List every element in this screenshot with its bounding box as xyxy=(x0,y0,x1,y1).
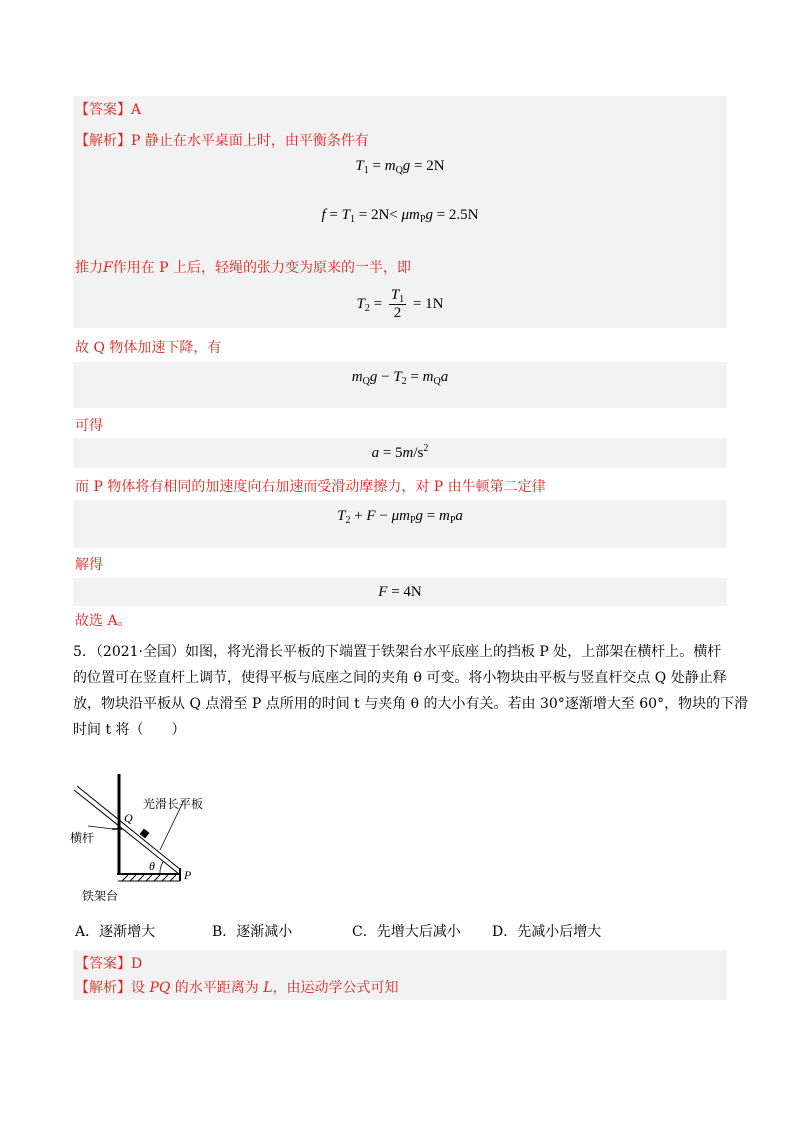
question-line-3: 放，物块沿平板从 Q 点滑至 P 点所用的时间 t 与夹角 θ 的大小有关。若由 30°逐渐增大至 60°，物块的下滑 xyxy=(73,696,749,712)
analysis-tag: 【解析】 xyxy=(75,133,131,149)
question-line-4: 时间 t 将（ ） xyxy=(73,722,186,738)
base-hatching xyxy=(122,875,176,881)
analysis-line-1 xyxy=(75,131,369,151)
select-line: 故选 A。 xyxy=(75,613,132,629)
angle-arc xyxy=(160,862,163,874)
answer-value-2: D xyxy=(131,956,143,972)
label-p: P xyxy=(184,868,192,882)
label-q: Q xyxy=(124,811,133,825)
p-newton-line: 而 P 物体将有相同的加速度向右加速而受滑动摩擦力，对 P 由牛顿第二定律 xyxy=(75,479,546,495)
label-bar: 横杆 xyxy=(70,831,95,845)
analysis-tag-2: 【解析】 xyxy=(75,980,131,996)
analysis-line-2: 【解析】设 PQ 的水平距离为 L，由运动学公式可知 xyxy=(75,980,399,996)
fraction: $\frac{T_1}{2}$ xyxy=(390,287,405,322)
question-line-1: 5．（2021·全国）如图，将光滑长平板的下端置于铁架台水平底座上的挡板 P 处，上部架在横杆上。横杆 xyxy=(73,644,722,660)
question-5 xyxy=(73,639,749,743)
question-line-2: 的位置可在竖直杆上调节，使得平板与底座之间的夹角 θ 可变。将小物块由平板与竖直杆交点 Q 处静止释 xyxy=(73,670,727,686)
option-b[interactable]: B．逐渐减小 xyxy=(212,924,293,940)
equation-2: $f = T_1 = 2N< \mu m_Pg = 2.5N$ xyxy=(321,207,479,225)
equation-1: $T_1 = m_Qg = 2N$ xyxy=(355,158,445,176)
apparatus-figure xyxy=(70,768,270,908)
equation-3: $T_2$ = $\frac{T_1}{2}$ = 1N xyxy=(356,287,444,322)
equation-4: $m_Qg - T_2 = m_Qa$ xyxy=(351,369,449,387)
label-board: 光滑长平板 xyxy=(143,797,204,811)
jiede-line: 解得 xyxy=(75,557,103,573)
answer-line-1 xyxy=(75,100,141,120)
answer-line-2 xyxy=(75,954,142,974)
equation-7: F = 4N xyxy=(378,584,422,600)
option-c[interactable]: C．先增大后减小 xyxy=(352,924,461,940)
answer-value: A xyxy=(131,102,142,118)
q-accelerates-line: 故 Q 物体加速下降，有 xyxy=(75,340,222,356)
small-block xyxy=(140,829,150,839)
answer-tag: 【答案】 xyxy=(75,102,131,118)
push-force-line: 推力F作用在 P 上后，轻绳的张力变为原来的一半，即 xyxy=(75,260,412,276)
option-d[interactable]: D．先减小后增大 xyxy=(492,924,602,940)
analysis-text: P 静止在水平桌面上时，由平衡条件有 xyxy=(131,133,369,149)
label-stand: 铁架台 xyxy=(82,889,119,903)
answer-tag-2: 【答案】 xyxy=(75,956,131,972)
option-a[interactable]: A．逐渐增大 xyxy=(75,924,156,940)
label-theta: θ xyxy=(149,859,155,873)
equation-6: $T_2 + F - \mu m_Pg = m_Pa$ xyxy=(337,508,463,526)
kede-line: 可得 xyxy=(75,418,103,434)
equation-5: $a = 5m/s^2$ xyxy=(371,443,429,461)
